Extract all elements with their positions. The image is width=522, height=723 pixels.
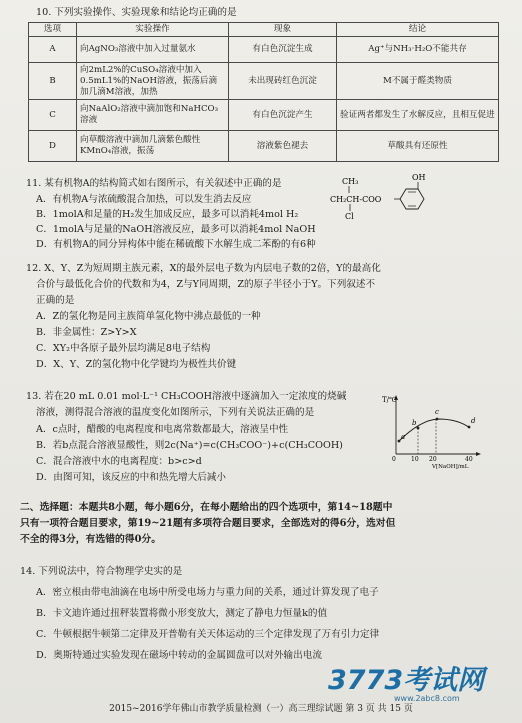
section2-line2: 只有一项符合题目要求，第19~21题有多项符合题目要求，全部选对的得6分，选对但 (20, 518, 396, 529)
tick-label: 20 (429, 456, 437, 463)
q14-stem: 14. 下列说法中，符合物理学史实的是 (20, 566, 183, 577)
row-option: B (29, 63, 77, 100)
q12-option-c: C．XY₂中各原子最外层均满足8电子结构 (36, 343, 211, 354)
header-phenomenon: 现象 (229, 23, 337, 37)
point-a (398, 440, 401, 443)
point-label: d (471, 417, 476, 425)
y-axis-label: T/℃ (382, 396, 397, 404)
page-footer: 2015~2016学年佛山市教学质量检测（一）高三理综试题 第 3 页 共 15 页 (109, 704, 413, 714)
row-conclusion: Ag⁺与NH₃·H₂O不能共存 (337, 37, 499, 63)
struct-cl: Cl (345, 212, 354, 221)
q14-option-c: C．牛顿根据牛顿第二定律及开普勒有关天体运动的三个定律发现了万有引力定律 (36, 629, 380, 640)
struct-ch3: CH₃ (342, 177, 359, 186)
q13-option-d: D．由图可知，该反应的中和热先增大后减小 (36, 472, 226, 483)
q11-stem: 11. 某有机物A的结构简式如右图所示，有关叙述中正确的是 (26, 178, 282, 189)
table-row (29, 63, 499, 100)
table-row (29, 131, 499, 162)
section2-line3: 不全的得3分，有选错的得0分。 (20, 534, 161, 545)
struct-main-chain: CH₂CH-COO (330, 195, 382, 204)
tick-label: 40 (465, 456, 473, 463)
row-conclusion: 验证两者都发生了水解反应，且相互促进 (337, 100, 499, 131)
row-option: A (29, 37, 77, 63)
q12-line1: 12. X、Y、Z为短周期主族元素，X的最外层电子数为内层电子数的2倍，Y的最高化 (26, 263, 381, 274)
row-operation: 向2mL2%的CuSO₄溶液中加入0.5mL1%的NaOH溶液，振荡后滴加几滴M溶液，加热 (77, 63, 229, 100)
q12-line3: 正确的是 (36, 295, 75, 306)
q10-table (28, 22, 499, 162)
q14-option-d: D．奥斯特通过实验发现在磁场中转动的金属圆盘可以对外输出电流 (36, 650, 322, 661)
row-operation: 向草酸溶液中滴加几滴紫色酸性KMnO₄溶液，振荡 (77, 131, 229, 162)
point-label: c (435, 408, 439, 416)
q13-line2: 溶液，测得混合溶液的温度变化如图所示，下列有关说法正确的是 (36, 407, 315, 418)
table-header-row (29, 23, 499, 37)
q13-line1: 13. 若在20 mL 0.01 mol·L⁻¹ CH₃COOH溶液中逐滴加入一定浓度的烧碱 (26, 391, 347, 402)
q13-option-c: C．混合溶液中水的电离程度：b>c>d (36, 456, 202, 467)
point-c (436, 418, 439, 421)
x-axis-label: V[NaOH]/mL (432, 464, 469, 470)
point-d (468, 426, 471, 429)
row-conclusion: M不属于醛类物质 (337, 63, 499, 100)
tick-label: 10 (411, 456, 419, 463)
q12-line2: 合价与最低化合价的代数和为4，Z与Y同周期，Z的原子半径小于Y。下列叙述不 (36, 279, 376, 290)
x-axis-arrow-icon (476, 452, 481, 456)
q12-option-d: D．X、Y、Z的氢化物中化学键均为极性共价键 (36, 359, 237, 370)
temperature-curve (398, 419, 470, 442)
q14-option-b: B．卡文迪许通过扭秤装置将微小形变放大，测定了静电力恒量k的值 (36, 608, 328, 619)
q14-option-a: A．密立根由带电油滴在电场中所受电场力与重力间的关系，通过计算发现了电子 (36, 587, 379, 598)
header-operation: 实验操作 (77, 23, 229, 37)
tick-label: 0 (392, 456, 396, 463)
row-operation: 向NaAlO₂溶液中滴加饱和NaHCO₃溶液 (77, 100, 229, 131)
row-operation: 向AgNO₃溶液中加入过量氨水 (77, 37, 229, 63)
q13-temperature-graph (382, 392, 492, 470)
table-row (29, 37, 499, 63)
header-option: 选项 (29, 23, 77, 37)
row-phenomenon: 溶液紫色褪去 (229, 131, 337, 162)
q11-option-a: A．有机物A与浓硫酸混合加热，可以发生消去反应 (36, 194, 252, 205)
row-phenomenon: 有白色沉淀产生 (229, 100, 337, 131)
q11-option-c: C．1molA与足量的NaOH溶液反应，最多可以消耗4mol NaOH (36, 224, 316, 235)
point-b (417, 427, 420, 430)
q13-option-b: B．若b点混合溶液显酸性，则2c(Na⁺)=c(CH₃COO⁻)+c(CH₃COOH) (36, 440, 343, 451)
point-label: a (401, 433, 406, 441)
point-label: b (412, 419, 417, 427)
watermark-url: www.2abc8.com (394, 694, 460, 703)
q12-option-b: B．非金属性：Z>Y>X (36, 327, 137, 338)
row-option: C (29, 100, 77, 131)
row-phenomenon: 有白色沉淀生成 (229, 37, 337, 63)
struct-oh: OH (412, 173, 426, 182)
section2-line1: 二、选择题：本题共8小题，每小题6分，在每小题给出的四个选项中，第14~18题中 (20, 502, 393, 513)
table-row (29, 100, 499, 131)
header-conclusion: 结论 (337, 23, 499, 37)
row-option: D (29, 131, 77, 162)
site-watermark (328, 666, 518, 706)
q11-structure-diagram (330, 172, 430, 224)
row-phenomenon: 未出现砖红色沉淀 (229, 63, 337, 100)
q11-option-d: D．有机物A的同分异构体中能在稀硫酸下水解生成二苯酚的有6种 (36, 239, 316, 250)
row-conclusion: 草酸具有还原性 (337, 131, 499, 162)
q10-stem: 10. 下列实验操作、实验现象和结论均正确的是 (36, 7, 237, 18)
q12-option-a: A．Z的氢化物是同主族简单氢化物中沸点最低的一种 (36, 311, 261, 322)
q13-option-a: A．c点时，醋酸的电离程度和电离常数都最大，溶液呈中性 (36, 424, 289, 435)
q11-option-b: B．1molA和足量的H₂发生加成反应，最多可以消耗4mol H₂ (36, 209, 299, 220)
watermark-logo-text: 3773考试网 (328, 665, 485, 696)
